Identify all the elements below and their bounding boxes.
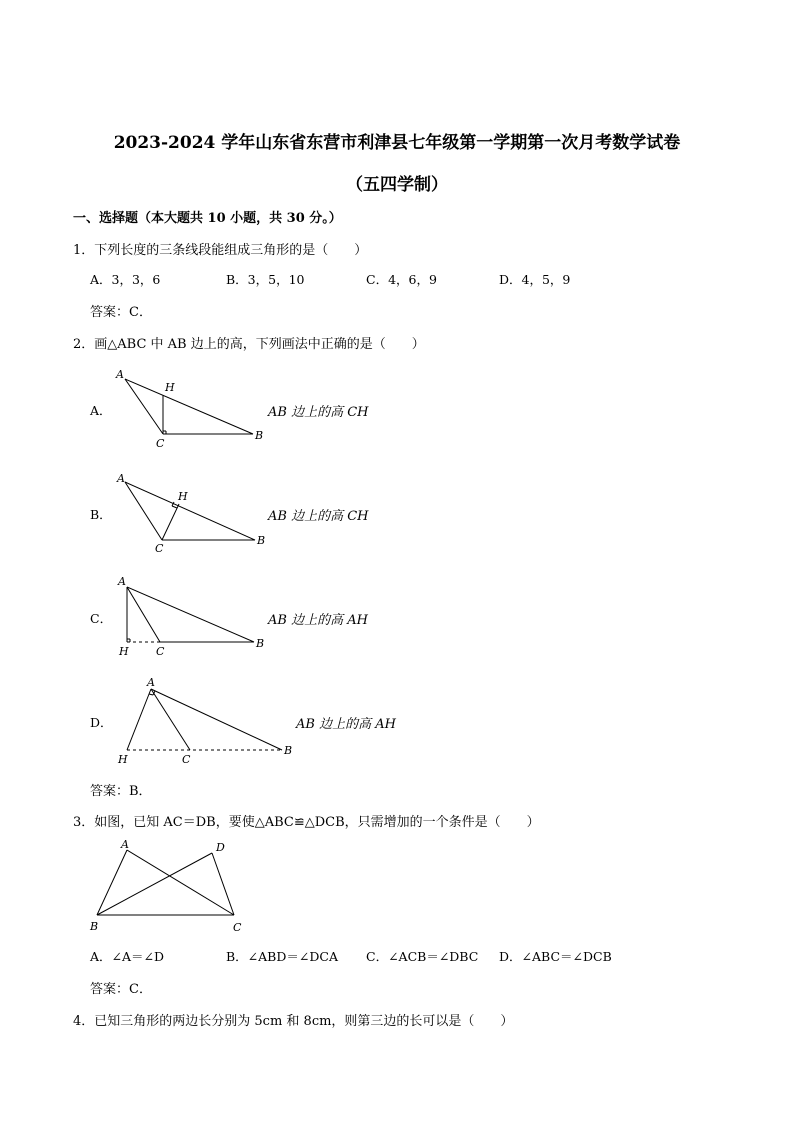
- question-1-option-a: A．3，3，6: [90, 272, 161, 287]
- question-2-option-b-letter: B．: [90, 507, 112, 522]
- question-4-stem: 4．已知三角形的两边长分别为 5cm 和 8cm，则第三边的长可以是（ ）: [73, 1014, 514, 1029]
- figure-2c-side-ab: [127, 587, 254, 642]
- question-3-stem: 3．如图，已知 AC＝DB，要使△ABC≌△DCB，只需增加的一个条件是（ ）: [73, 815, 540, 830]
- question-3-answer: 答案：C．: [90, 982, 152, 997]
- figure-2c-label-h: H: [119, 645, 129, 658]
- figure-2a-label-c: C: [156, 437, 165, 450]
- figure-2b-right-angle-mark-2: [172, 506, 177, 508]
- figure-3-label-b: B: [90, 920, 99, 933]
- figure-2d-label-b: B: [284, 744, 293, 757]
- figure-3-diagonal-db: [97, 853, 212, 915]
- figure-2d-label-c: C: [182, 753, 191, 766]
- figure-3-label-d: D: [216, 841, 225, 854]
- paper-title: 2023-2024 学年山东省东营市利津县七年级第一学期第一次月考数学试卷: [113, 133, 681, 153]
- question-1-stem: 1．下列长度的三条线段能组成三角形的是（ ）: [73, 243, 368, 258]
- question-2-stem: 2．画△ABC 中 AB 边上的高，下列画法中正确的是（ ）: [73, 337, 425, 352]
- question-2-answer: 答案：B．: [90, 784, 152, 799]
- figure-2b-height-ch: [162, 504, 179, 540]
- figure-3-label-c: C: [233, 921, 242, 934]
- figure-2b-triangle: [110, 470, 270, 560]
- question-2-option-c-caption: AB 边上的高 AH: [268, 613, 368, 628]
- figure-2b-label-a: A: [117, 472, 125, 485]
- question-2-option-a-letter: A．: [90, 403, 112, 418]
- figure-2d-right-angle-mark: [149, 694, 153, 695]
- question-1-answer: 答案：C．: [90, 305, 152, 320]
- question-1-option-c: C．4，6，9: [366, 272, 437, 287]
- question-2-option-c-letter: C．: [90, 611, 113, 626]
- question-2-option-a-caption: AB 边上的高 CH: [268, 405, 369, 420]
- figure-2c-side-ac: [127, 587, 160, 642]
- question-1-option-b: B．3，5，10: [226, 272, 305, 287]
- question-3-option-d: D．∠ABC＝∠DCB: [499, 949, 612, 964]
- question-2-option-b-caption: AB 边上的高 CH: [268, 509, 369, 524]
- figure-2a-label-h: H: [165, 381, 175, 394]
- figure-3-label-a: A: [121, 838, 129, 851]
- figure-2c-triangle: [110, 575, 270, 665]
- question-2-option-d-letter: D．: [90, 715, 113, 730]
- figure-2d-label-a: A: [147, 676, 155, 689]
- figure-2c-label-a: A: [118, 575, 126, 588]
- figure-3-diagonal-ac: [127, 850, 234, 915]
- figure-2a-label-a: A: [116, 368, 124, 381]
- figure-2c-label-b: B: [256, 637, 265, 650]
- figure-2a-triangle: [110, 365, 270, 455]
- figure-2d-height-ah: [127, 689, 151, 750]
- figure-3-side-dc: [212, 853, 234, 915]
- figure-2a-label-b: B: [255, 429, 264, 442]
- question-1-option-d: D．4，5，9: [499, 272, 571, 287]
- question-3-option-a: A．∠A＝∠D: [90, 949, 165, 964]
- figure-3-side-ab: [97, 850, 127, 915]
- figure-3-quadrilateral: [85, 835, 255, 940]
- figure-2d-triangle: [110, 675, 300, 770]
- figure-2c-label-c: C: [156, 645, 165, 658]
- figure-2b-label-c: C: [155, 542, 164, 555]
- section-heading: 一、选择题（本大题共 10 小题，共 30 分。）: [73, 211, 342, 226]
- figure-2d-label-h: H: [118, 753, 128, 766]
- paper-subtitle: （五四学制）: [346, 175, 448, 195]
- question-2-option-d-caption: AB 边上的高 AH: [296, 717, 396, 732]
- figure-2b-side-ab: [125, 482, 255, 540]
- question-3-option-c: C．∠ACB＝∠DBC: [366, 949, 479, 964]
- figure-2b-label-h: H: [178, 490, 188, 503]
- question-3-option-b: B．∠ABD＝∠DCA: [226, 949, 338, 964]
- figure-2b-label-b: B: [257, 534, 266, 547]
